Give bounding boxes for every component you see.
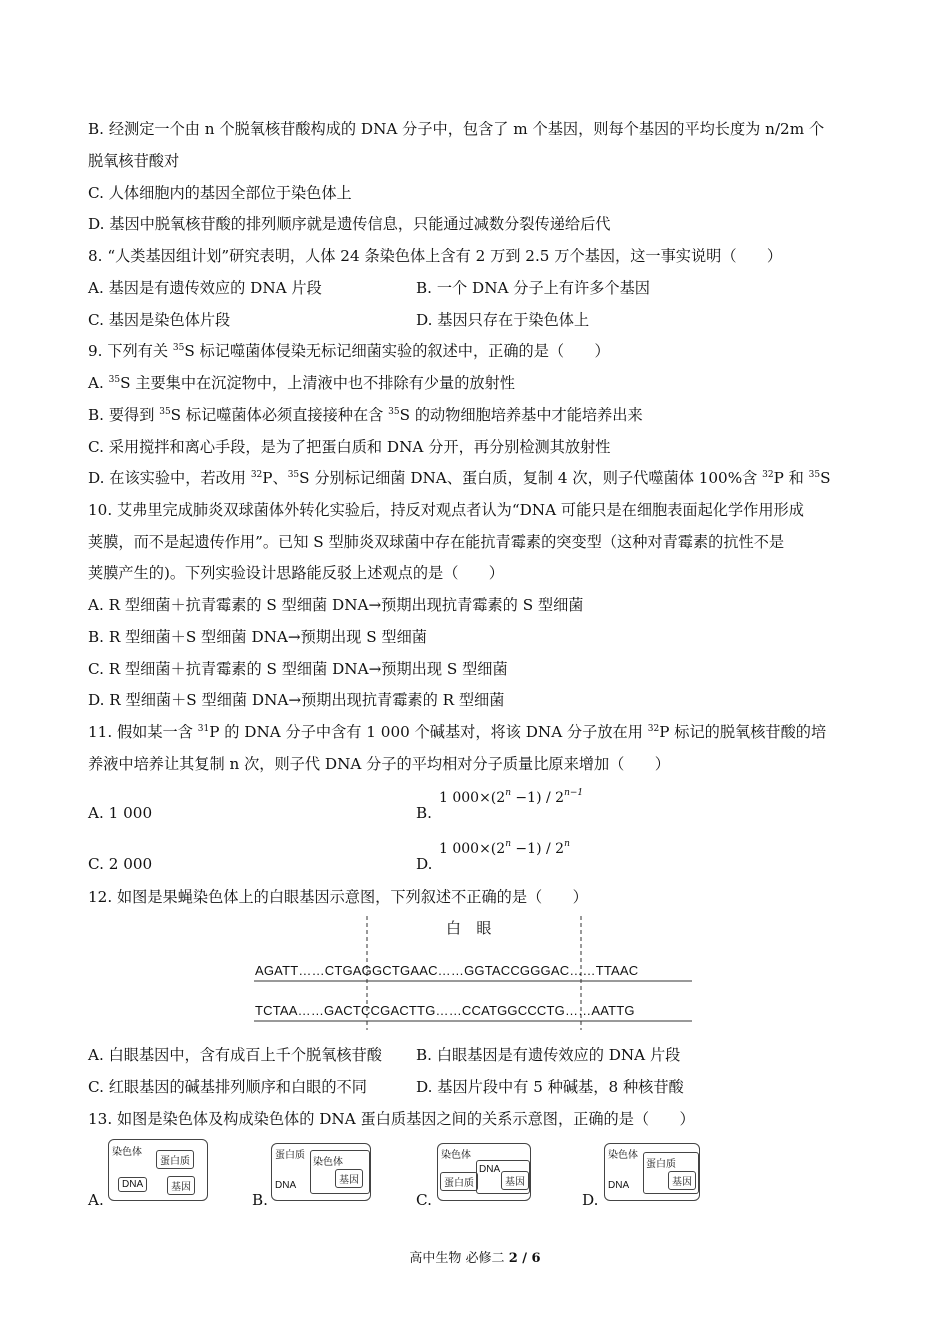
gene-box: 基因 <box>501 1171 529 1190</box>
q12-option-c: C. 红眼基因的碱基排列顺序和白眼的不同 <box>88 1078 367 1096</box>
q13-option-d-label: D. <box>582 1191 599 1209</box>
gene-box: 基因 <box>335 1169 363 1188</box>
q9-stem: 9. 下列有关 $^{35}$S 标记噬菌体侵染无标记细菌实验的叙述中，正确的是（ ） <box>88 342 610 360</box>
chromosome-label: 染色体 <box>441 1150 471 1161</box>
q10-option-c: C. R 型细菌＋抗青霉素的 S 型细菌 DNA→预期出现 S 型细菌 <box>88 660 508 678</box>
chromosome-label: 染色体 <box>313 1157 343 1168</box>
q13-c-diagram <box>437 1143 531 1201</box>
page-number: 2 / 6 <box>508 1251 541 1266</box>
q7-option-d: D. 基因中脱氧核苷酸的排列顺序就是遗传信息，只能通过减数分裂传递给后代 <box>88 215 611 233</box>
q10-option-a: A. R 型细菌＋抗青霉素的 S 型细菌 DNA→预期出现抗青霉素的 S 型细菌 <box>88 596 584 614</box>
dna-label: DNA <box>608 1180 630 1191</box>
q12-stem: 12. 如图是果蝇染色体上的白眼基因示意图，下列叙述不正确的是（ ） <box>88 888 588 906</box>
dna-label: DNA <box>479 1164 501 1175</box>
q7-option-b-line1: B. 经测定一个由 n 个脱氧核苷酸构成的 DNA 分子中，包含了 m 个基因，则每个基因的平均长度为 n/2m 个 <box>88 120 825 138</box>
page-footer: 高中生物 必修二 2 / 6 <box>409 1251 541 1266</box>
dna-box <box>476 1160 530 1194</box>
strand2-sequence: TCTAA……GACTCCGACTTG……CCATGGCCCTG……AATTG <box>255 1003 635 1018</box>
dna-label: DNA <box>275 1180 297 1191</box>
chromosome-label: 染色体 <box>112 1147 142 1158</box>
q11-option-a: A. 1 000 <box>88 804 153 822</box>
q10-stem-line2: 荚膜，而不是起遗传作用”。已知 S 型肺炎双球菌中存在能抗青霉素的突变型（这种对青霉素的抗性不是 <box>88 533 785 551</box>
q12-option-a: A. 白眼基因中，含有成百上千个脱氧核苷酸 <box>88 1046 382 1064</box>
q13-option-b-label: B. <box>252 1191 268 1209</box>
q13-option-c-label: C. <box>416 1191 432 1209</box>
q11-option-c: C. 2 000 <box>88 855 153 873</box>
q10-option-b: B. R 型细菌＋S 型细菌 DNA→预期出现 S 型细菌 <box>88 628 427 646</box>
q13-option-a-label: A. <box>88 1191 104 1209</box>
q12-option-d: D. 基因片段中有 5 种碱基，8 种核苷酸 <box>416 1078 684 1096</box>
q10-stem-line1: 10. 艾弗里完成肺炎双球菌体外转化实验后，持反对观点者认为“DNA 可能只是在细胞表面起化学作用形成 <box>88 501 804 519</box>
q8-stem: 8. “人类基因组计划”研究表明，人体 24 条染色体上含有 2 万到 2.5 万个基因，这一事实说明（ ） <box>88 247 783 265</box>
q12-option-b: B. 白眼基因是有遗传效应的 DNA 片段 <box>416 1046 681 1064</box>
q8-option-a: A. 基因是有遗传效应的 DNA 片段 <box>88 279 322 297</box>
q11-option-d-label: D. <box>416 855 433 873</box>
q11-option-b-formula: 1 $000\times(2^n -1) / 2^{n-1}$ <box>439 788 584 806</box>
q9-option-d: D. 在该实验中，若改用 $^{32}$P、$^{35}$S 分别标记细菌 DNA、蛋白质，复制 4 次，则子代噬菌体 100%含 $^{32}$P 和 $^{35}$S <box>88 469 831 487</box>
protein-box: 蛋白质 <box>156 1150 194 1169</box>
q11-option-d-formula: 1 $000\times(2^n -1) / 2^n$ <box>439 839 570 857</box>
q13-a-diagram <box>108 1139 208 1201</box>
gene-box: 基因 <box>668 1171 696 1190</box>
q13-stem: 13. 如图是染色体及构成染色体的 DNA 蛋白质基因之间的关系示意图，正确的是（ ） <box>88 1110 695 1128</box>
q11-stem-line2: 养液中培养让其复制 n 次，则子代 DNA 分子的平均相对分子质量比原来增加（ ） <box>88 755 670 773</box>
q13-d-diagram <box>604 1143 700 1201</box>
strand1-sequence: AGATT……CTGAGGCTGAAC……GGTACCGGGAC……TTAAC <box>255 963 639 978</box>
protein-box: 蛋白质 <box>440 1172 478 1191</box>
q7-option-c: C. 人体细胞内的基因全部位于染色体上 <box>88 184 352 202</box>
chromosome-box <box>310 1150 370 1194</box>
gene-title: 白 眼 <box>446 919 492 937</box>
q8-option-b: B. 一个 DNA 分子上有许多个基因 <box>416 279 650 297</box>
q13-b-diagram <box>271 1143 371 1201</box>
q9-option-c: C. 采用搅拌和离心手段，是为了把蛋白质和 DNA 分开，再分别检测其放射性 <box>88 438 611 456</box>
q10-stem-line3: 荚膜产生的)。下列实验设计思路能反驳上述观点的是（ ） <box>88 564 504 582</box>
q8-option-c: C. 基因是染色体片段 <box>88 311 231 329</box>
q11-option-b-label: B. <box>416 804 432 822</box>
protein-box <box>643 1152 699 1194</box>
q9-option-b: B. 要得到 $^{35}$S 标记噬菌体必须直接接种在含 $^{35}$S 的动物细胞培养基中才能培养出来 <box>88 406 643 424</box>
dna-box: DNA <box>118 1177 147 1192</box>
q8-option-d: D. 基因只存在于染色体上 <box>416 311 590 329</box>
q7-option-b-line2: 脱氧核苷酸对 <box>88 152 180 170</box>
gene-box: 基因 <box>167 1176 195 1195</box>
q11-stem-line1: 11. 假如某一含 $^{31}$P 的 DNA 分子中含有 1 000 个碱基对，将该 DNA 分子放在用 $^{32}$P 标记的脱氧核苷酸的培 <box>88 723 827 741</box>
chromosome-label: 染色体 <box>608 1150 638 1161</box>
protein-label: 蛋白质 <box>646 1159 676 1170</box>
q9-option-a: A. $^{35}$S 主要集中在沉淀物中，上清液中也不排除有少量的放射性 <box>88 374 515 392</box>
q10-option-d: D. R 型细菌＋S 型细菌 DNA→预期出现抗青霉素的 R 型细菌 <box>88 691 505 709</box>
protein-label: 蛋白质 <box>275 1150 305 1161</box>
